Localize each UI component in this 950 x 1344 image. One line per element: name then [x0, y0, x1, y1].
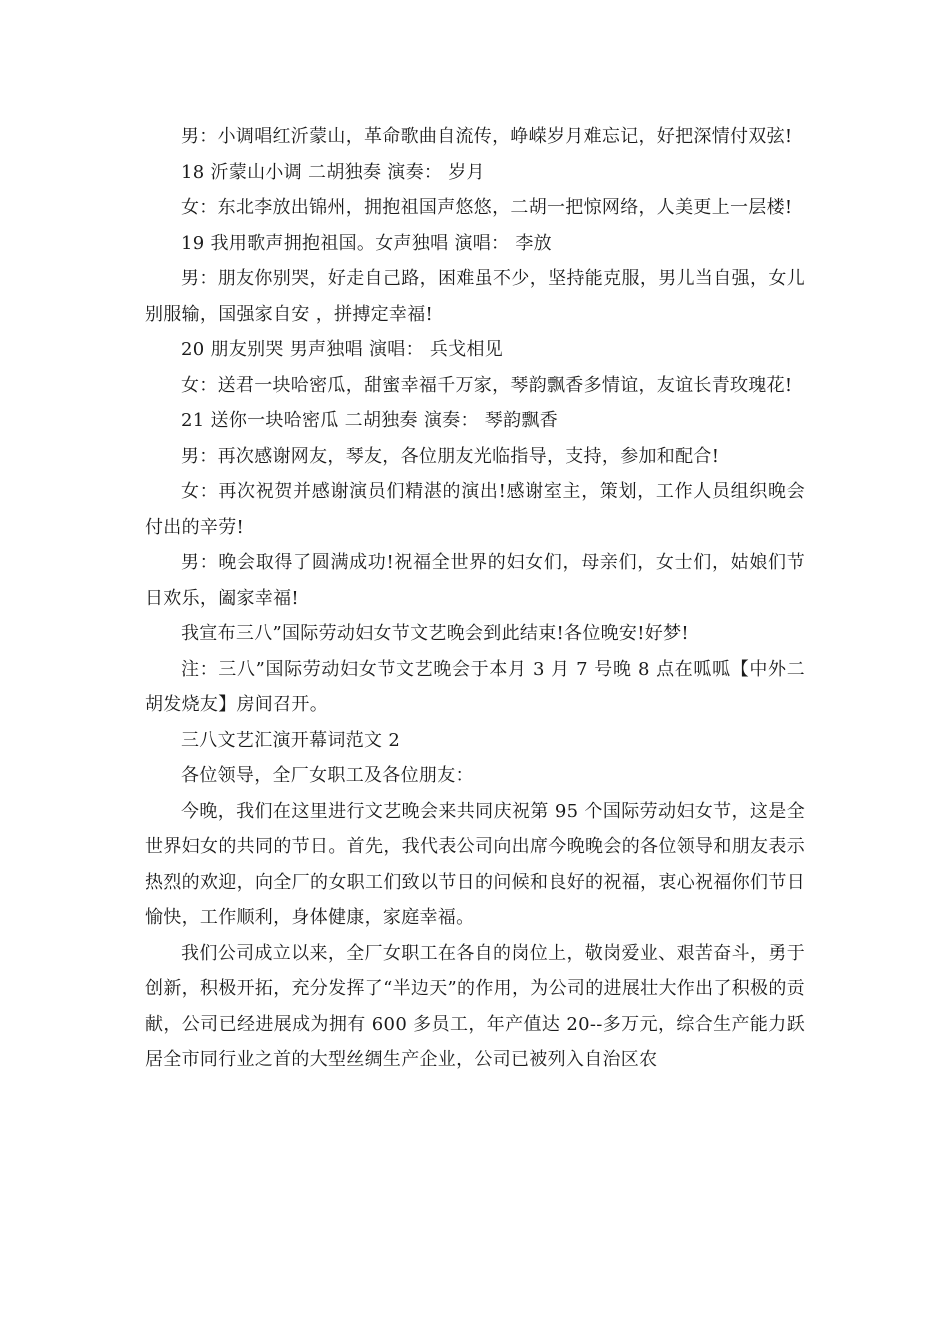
section-heading: 三八文艺汇演开幕词范文 2 [181, 729, 401, 751]
dialogue-line: 女：再次祝贺并感谢演员们精湛的演出!感谢室主，策划，工作人员组织晚会付出的辛劳! [145, 481, 805, 538]
salutation: 各位领导，全厂女职工及各位朋友： [181, 765, 474, 786]
document-body [145, 119, 805, 1078]
program-item: 19 我用歌声拥抱祖国。女声独唱 演唱： 李放 [181, 232, 552, 254]
dialogue-line: 男：再次感谢网友，琴友，各位朋友光临指导，支持，参加和配合! [181, 445, 720, 467]
body-paragraph: 今晚，我们在这里进行文艺晚会来共同庆祝第 95 个国际劳动妇女节，这是全世界妇女的共同的节日。首先，我代表公司向出席今晚晚会的各位领导和朋友表示热烈的欢迎，向全厂的女职工们致以节日的问候和良好的祝福，衷心祝福你们节日愉快，工作顺利，身体健康，家庭幸福。 [145, 800, 805, 928]
dialogue-line: 男：晚会取得了圆满成功!祝福全世界的妇女们，母亲们，女士们，姑娘们节日欢乐，阖家幸福! [145, 552, 805, 609]
closing-announcement: 我宣布三八”国际劳动妇女节文艺晚会到此结束!各位晚安!好梦! [181, 623, 689, 644]
body-paragraph: 我们公司成立以来，全厂女职工在各自的岗位上，敬岗爱业、艰苦奋斗，勇于创新，积极开拓，充分发挥了“半边天”的作用，为公司的进展壮大作出了积极的贡献，公司已经进展成为拥有 600 多员工，年产值达 20--多万元，综合生产能力跃居全市同行业之首的大型丝绸生产企业，公司已被列入自治区农 [145, 942, 805, 1070]
note-paragraph: 注：三八”国际劳动妇女节文艺晚会于本月 3 月 7 号晚 8 点在呱呱【中外二胡发烧友】房间召开。 [145, 658, 805, 715]
program-item: 18 沂蒙山小调 二胡独奏 演奏： 岁月 [181, 161, 485, 183]
dialogue-line: 女：东北李放出锦州，拥抱祖国声悠悠，二胡一把惊网络，人美更上一层楼! [181, 197, 793, 218]
program-item: 20 朋友别哭 男声独唱 演唱： 兵戈相见 [181, 339, 504, 360]
dialogue-line: 男：小调唱红沂蒙山，革命歌曲自流传，峥嵘岁月难忘记，好把深情付双弦! [181, 126, 793, 147]
dialogue-line: 女：送君一块哈密瓜，甜蜜幸福千万家，琴韵飘香多情谊，友谊长青玫瑰花! [181, 374, 793, 396]
dialogue-line: 男：朋友你别哭，好走自己路，困难虽不少，坚持能克服，男儿当自强，女儿别服输，国强家自安 ，拼搏定幸福! [145, 268, 805, 325]
program-item: 21 送你一块哈密瓜 二胡独奏 演奏： 琴韵飘香 [181, 410, 558, 431]
